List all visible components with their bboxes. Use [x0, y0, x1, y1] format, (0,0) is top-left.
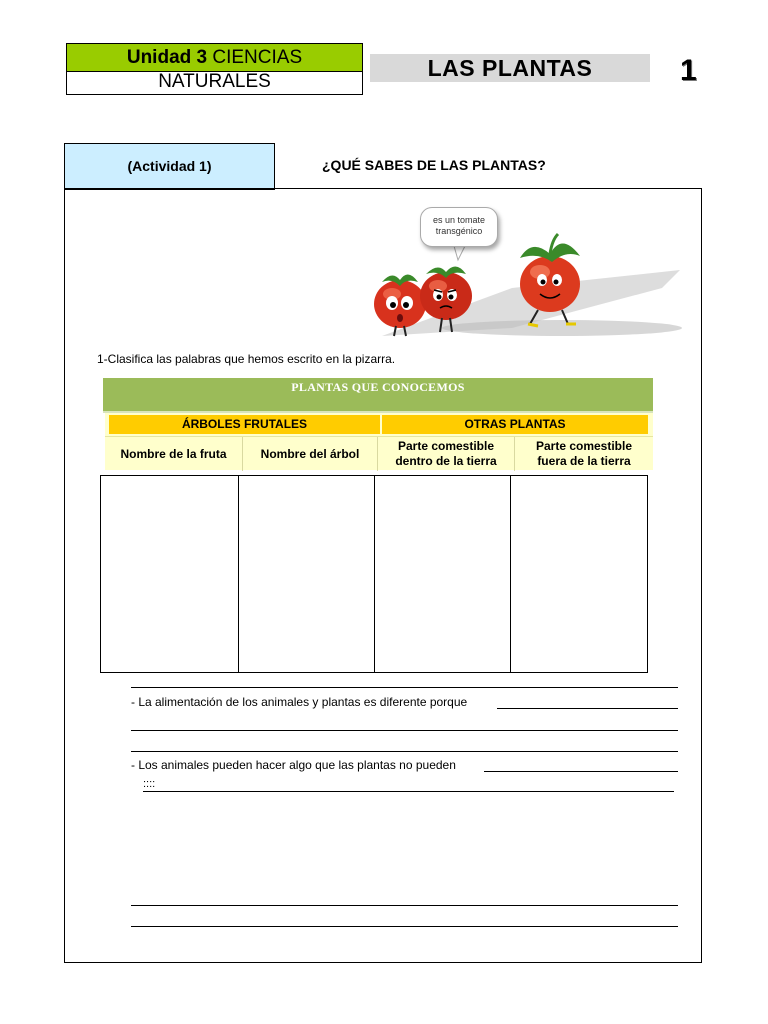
unit-label — [67, 47, 362, 69]
unit-subject: CIENCIAS — [212, 47, 303, 68]
unit-number: Unidad 3 — [126, 47, 208, 68]
unit-subject-line2: NATURALES — [158, 71, 271, 92]
speech-bubble — [420, 207, 498, 247]
writing-line — [131, 730, 678, 731]
instruction-text: 1-Clasifica las palabras que hemos escrito en la pizarra. — [97, 352, 396, 366]
table-title-bar — [103, 378, 653, 411]
page-title: LAS PLANTAS — [427, 55, 593, 81]
question-2-continuation: :::: — [143, 778, 156, 790]
column-header-inside-soil-line2: dentro de la tierra — [395, 454, 497, 468]
writing-line — [131, 926, 678, 927]
column-header-inside-soil-line1: Parte comestible — [397, 439, 495, 453]
answer-line-q1 — [497, 708, 678, 709]
column-header-tree-name-text: Nombre del árbol — [260, 446, 360, 461]
answer-line-q2-cont — [143, 791, 674, 792]
grid-divider — [238, 476, 239, 672]
activity-tab — [64, 143, 275, 190]
writing-line — [131, 687, 678, 688]
column-header-tree-name — [243, 437, 377, 471]
column-header-row — [105, 436, 653, 470]
column-header-fruit-name-text: Nombre de la fruta — [120, 446, 227, 461]
page-title-box — [370, 54, 650, 82]
column-header-outside-soil — [515, 437, 653, 471]
grid-divider — [374, 476, 375, 672]
page-number: 1 — [680, 54, 697, 87]
tomatoes-illustration — [362, 228, 682, 340]
question-2: - Los animales pueden hacer algo que las plantas no pueden — [131, 758, 456, 772]
grid-divider — [510, 476, 511, 672]
category-fruit-trees: ÁRBOLES FRUTALES — [109, 415, 380, 434]
answer-line-q2 — [484, 771, 678, 772]
column-header-fruit-name — [105, 437, 242, 471]
speech-line-2: transgénico — [435, 226, 483, 236]
writing-line — [131, 905, 678, 906]
activity-question: ¿QUÉ SABES DE LAS PLANTAS? — [322, 157, 546, 173]
column-header-outside-soil-line1: Parte comestible — [535, 439, 633, 453]
table-title: PLANTAS QUE CONOCEMOS — [291, 380, 465, 394]
column-header-inside-soil — [378, 437, 514, 471]
writing-line — [131, 751, 678, 752]
activity-label: (Actividad 1) — [127, 158, 212, 174]
speech-line-1: es un tomate — [432, 215, 486, 225]
answer-grid — [100, 475, 648, 673]
category-other-plants: OTRAS PLANTAS — [382, 415, 648, 434]
unit-box — [66, 43, 363, 95]
question-1: - La alimentación de los animales y plantas es diferente porque — [131, 695, 468, 709]
category-row — [105, 413, 653, 436]
column-header-outside-soil-line2: fuera de la tierra — [537, 454, 631, 468]
